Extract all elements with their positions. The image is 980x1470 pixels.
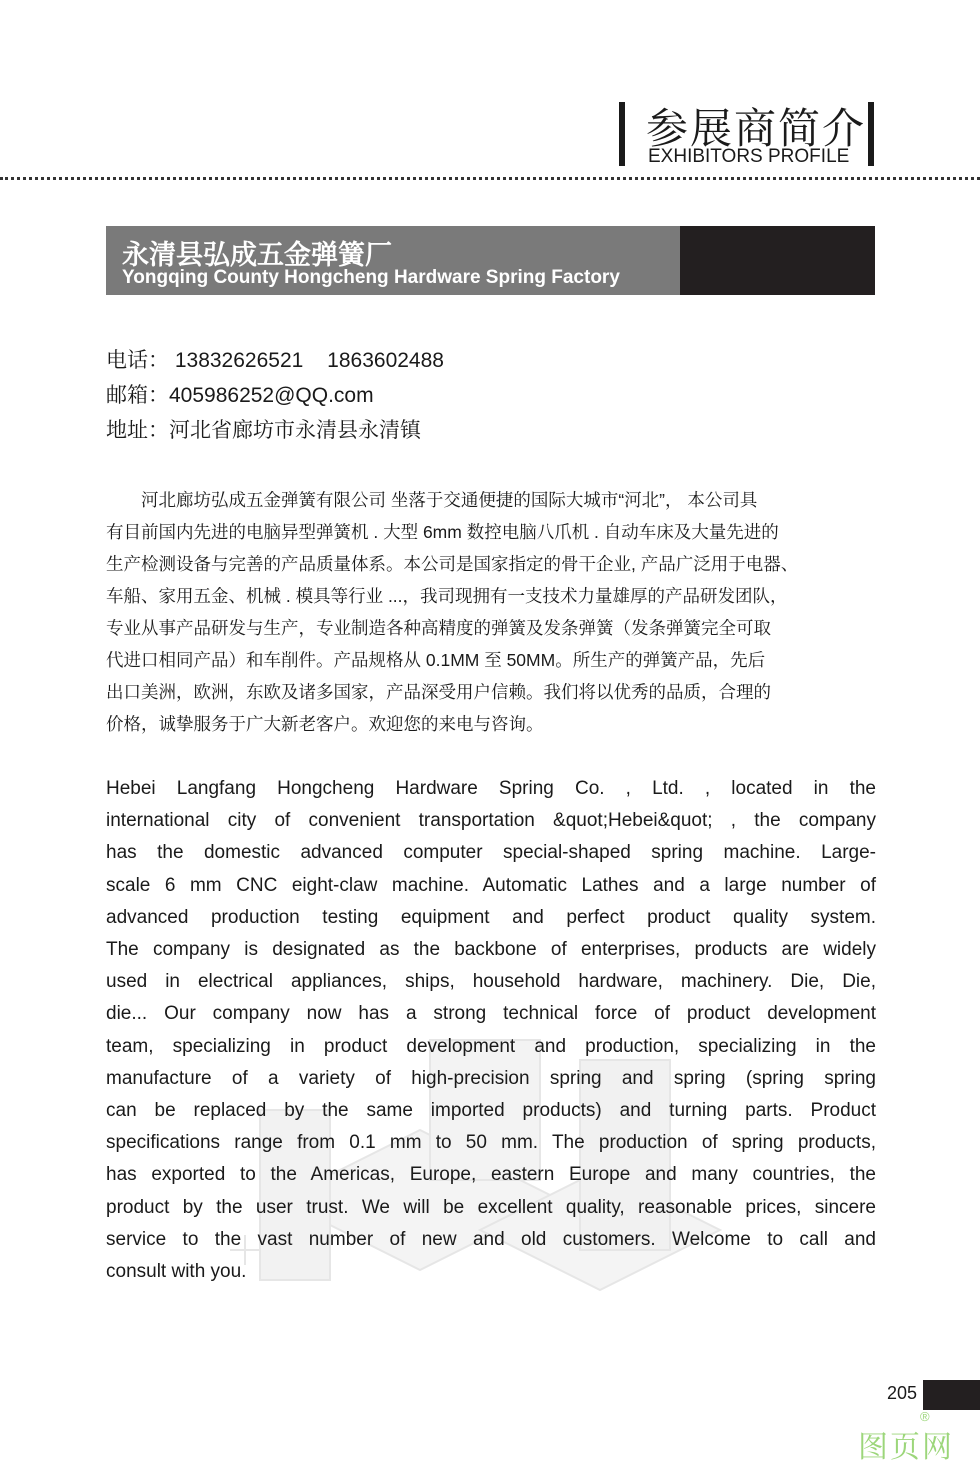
description-en: [106, 773, 876, 1288]
description-en-line: international city of convenient transportation &quot;Hebei&quot; , the company: [106, 810, 876, 832]
section-title-cn: 参展商简介: [646, 105, 867, 152]
company-name-en: Yongqing County Hongcheng Hardware Spring Factory: [122, 267, 620, 288]
description-en-line: Hebei Langfang Hongcheng Hardware Spring Co. , Ltd. , located in the: [106, 778, 876, 799]
description-en-line: consult with you.: [106, 1261, 247, 1283]
header-bar-left: [619, 102, 625, 166]
phone-row: [106, 344, 444, 374]
description-en-line: service to the vast number of new and old customers. Welcome to call and: [106, 1228, 876, 1250]
company-name-cn: 永清县弘成五金弹簧厂: [122, 240, 392, 270]
description-en-line: used in electrical appliances, ships, household hardware, machinery. Die, Die,: [106, 971, 876, 993]
section-title-en: EXHIBITORS PROFILE: [648, 146, 850, 167]
description-cn-line: 车船、家用五金、机械 . 模具等行业 ...，我司现拥有一支技术力量雄厚的产品研发团队，: [106, 586, 788, 606]
description-en-line: manufacture of a variety of high-precision spring and spring (spring spring: [106, 1067, 876, 1089]
address-row: [106, 414, 421, 444]
description-cn-line: 出口美洲，欧洲，东欧及诸多国家，产品深受用户信赖。我们将以优秀的品质，合理的: [106, 682, 771, 702]
description-cn-line: 价格，诚挚服务于广大新老客户。欢迎您的来电与咨询。: [106, 714, 544, 734]
registered-mark: ®: [920, 1409, 930, 1424]
description-cn-line: 生产检测设备与完善的产品质量体系。本公司是国家指定的骨干企业, 产品广泛用于电器、: [106, 554, 799, 574]
company-banner-accent: [680, 226, 875, 295]
description-cn-line: 代进口相同产品）和车削件。产品规格从 0.1MM 至 50MM。所生产的弹簧产品，先后: [106, 650, 766, 670]
description-en-line: advanced production testing equipment and perfect product quality system.: [106, 906, 876, 928]
phone-label: 电话：: [106, 349, 169, 372]
description-en-line: scale 6 mm CNC eight-claw machine. Automatic Lathes and a large number of: [106, 874, 876, 896]
description-en-line: can be replaced by the same imported products) and turning parts. Product: [106, 1100, 876, 1122]
description-en-line: die... Our company now has a strong technical force of product development: [106, 1003, 876, 1025]
description-en-line: specifications range from 0.1 mm to 50 mm. The production of spring products,: [106, 1132, 876, 1154]
description-cn-line: 有目前国内先进的电脑异型弹簧机 . 大型 6mm 数控电脑八爪机 . 自动车床及大量先进的: [106, 522, 779, 542]
email-address: 405986252@QQ.com: [169, 384, 374, 407]
description-en-line: has the domestic advanced computer special-shaped spring machine. Large-: [106, 842, 876, 864]
phone-number-1: 13832626521: [174, 349, 304, 372]
dotted-divider: [0, 177, 980, 180]
description-cn-line: 专业从事产品研发与生产，专业制造各种高精度的弹簧及发条弹簧（发条弹簧完全可取: [106, 618, 771, 638]
address-text: 河北省廊坊市永清县永清镇: [169, 419, 421, 442]
description-en-line: product by the user trust. We will be excellent quality, reasonable prices, sincere: [106, 1196, 876, 1218]
description-cn-line: 河北廊坊弘成五金弹簧有限公司 坐落于交通便捷的国际大城市“河北”， 本公司具: [106, 490, 758, 510]
watermark-logo: 图页网: [858, 1431, 954, 1464]
page-tab: [923, 1380, 980, 1410]
address-label: 地址：: [106, 419, 169, 442]
description-en-line: The company is designated as the backbone of enterprises, products are widely: [106, 939, 876, 961]
description-en-line: team, specializing in product development and production, specializing in the: [106, 1035, 876, 1057]
description-cn: [106, 484, 876, 740]
header-bar-right: [868, 102, 874, 166]
page-number: 205: [887, 1383, 918, 1403]
email-row: [106, 379, 374, 409]
email-label: 邮箱：: [106, 384, 169, 407]
phone-number-2: 1863602488: [327, 349, 444, 372]
description-en-line: has exported to the Americas, Europe, eastern Europe and many countries, the: [106, 1164, 876, 1186]
